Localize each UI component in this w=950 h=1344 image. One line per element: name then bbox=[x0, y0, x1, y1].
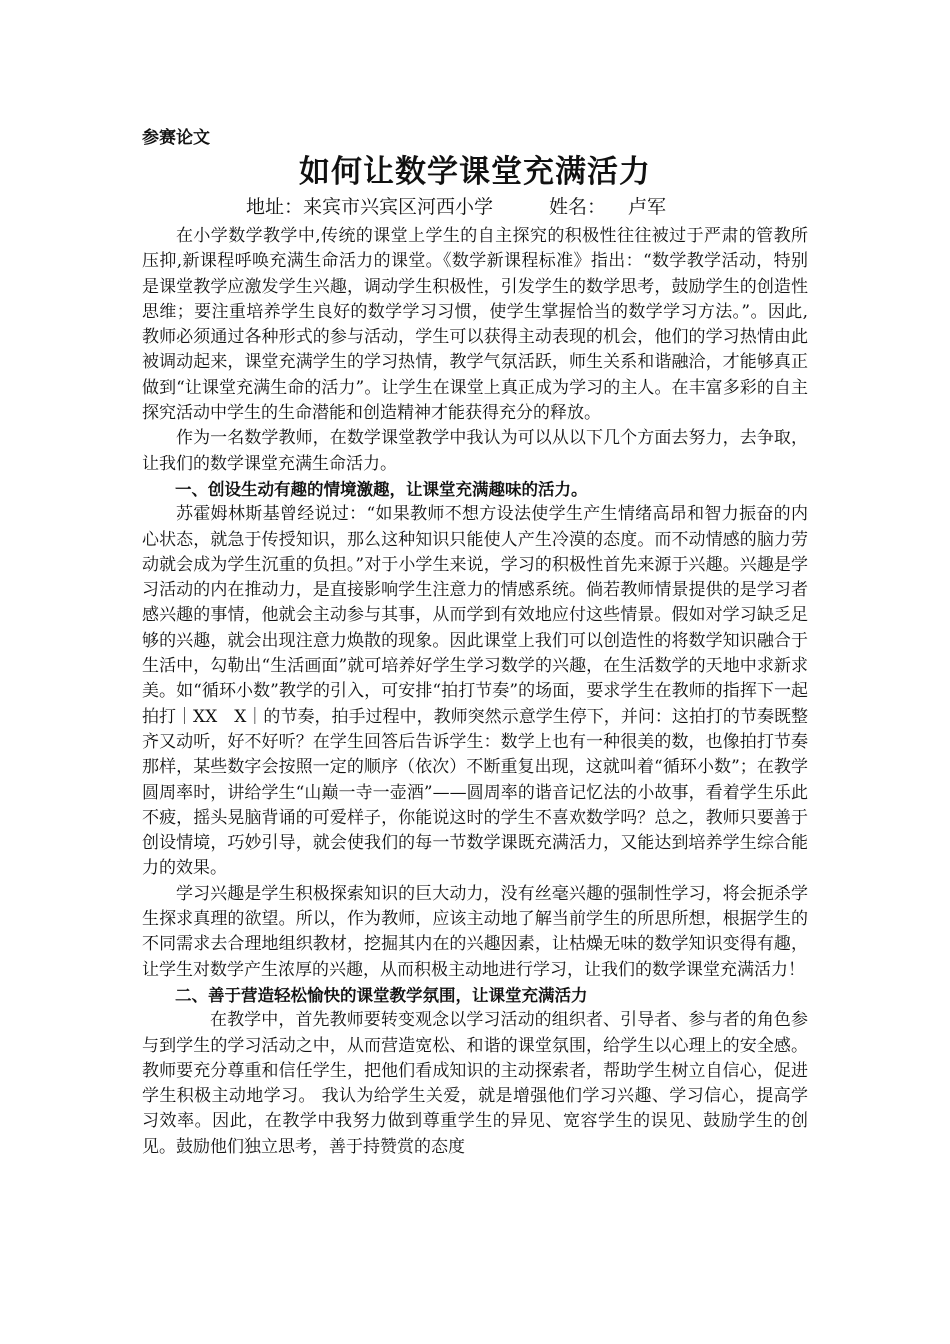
section-2-paragraph: 在教学中，首先教师要转变观念以学习活动的组织者、引导者、参与者的角色参与到学生的学习活动之中，从而营造宽松、和谐的课堂氛围，给学生以心理上的安全感。教师要充分尊重和信任学生，把他们看成知识的主动探索者，帮助学生树立自信心，促进学生积极主动地学习。 我认为给学生关爱，就是增强他们学习兴趣、学习信心，提高学习效率。因此，在教学中我努力做到尊重学生的异见、宽容学生的误见、鼓励学生的创见。鼓励他们独立思考，善于持赞赏的态度 bbox=[142, 1010, 808, 1157]
document-title: 如何让数学课堂充满活力 bbox=[299, 154, 651, 190]
intro-paragraph-2: 作为一名数学教师，在数学课堂教学中我认为可以从以下几个方面去努力，去争取，让我们的数学课堂充满生命活力。 bbox=[142, 428, 808, 474]
section-1-heading: 一、创设生动有趣的情境激趣，让课堂充满趣味的活力。 bbox=[175, 479, 588, 499]
section-2-heading: 二、善于营造轻松愉快的课堂教学氛围，让课堂充满活力 bbox=[175, 985, 588, 1005]
address-value: 来宾市兴宾区河西小学 bbox=[303, 196, 494, 218]
author-info bbox=[142, 192, 808, 222]
document-label: 参赛论文 bbox=[142, 128, 210, 148]
name-label: 姓名： bbox=[549, 196, 607, 218]
section-1-paragraph-2: 学习兴趣是学生积极探索知识的巨大动力，没有丝毫兴趣的强制性学习，将会扼杀学生探求真理的欲望。所以，作为教师，应该主动地了解当前学生的所思所想，根据学生的不同需求去合理地组织教材，挖掘其内在的兴趣因素，让枯燥无味的数学知识变得有趣，让学生对数学产生浓厚的兴趣，从而积极主动地进行学习，让我们的数学课堂充满活力！ bbox=[142, 883, 808, 980]
name-value: 卢军 bbox=[628, 196, 667, 218]
address-label: 地址： bbox=[246, 196, 304, 218]
section-1-paragraph-1: 苏霍姆林斯基曾经说过：“如果教师不想方设法使学生产生情绪高昂和智力振奋的内心状态，就急于传授知识，那么这种知识只能使人产生冷漠的态度。而不动情感的脑力劳动就会成为学生沉重的负担。”对于小学生来说，学习的积极性首先来源于兴趣。兴趣是学习活动的内在推动力，是直接影响学生注意力的情感系统。倘若教师情景提供的是学习者感兴趣的事情，他就会主动参与其事，从而学到有效地应付这些情景。假如对学习缺乏足够的兴趣，就会出现注意力焕散的现象。因此课堂上我们可以创造性的将数学知识融合于生活中，勾勒出“生活画面”就可培养好学生学习数学的兴趣，在生活数学的天地中求新求美。如“循环小数”教学的引入，可安排“拍打节奏”的场面，要求学生在教师的指挥下一起拍打｜XX X｜的节奏，拍手过程中，教师突然示意学生停下，并问：这拍打的节奏既整齐又动听，好不好听？在学生回答后告诉学生：数学上也有一种很美的数，也像拍打节奏那样，某些数字会按照一定的顺序（依次）不断重复出现，这就叫着“循环小数”；在教学圆周率时，讲给学生“山巅一寺一壶酒”——圆周率的谐音记忆法的小故事，看着学生乐此不疲，摇头晃脑背诵的可爱样子，你能说这时的学生不喜欢数学吗？总之，教师只要善于创设情境，巧妙引导，就会使我们的每一节数学课既充满活力，又能达到培养学生综合能力的效果。 bbox=[142, 504, 808, 879]
document-page bbox=[142, 126, 808, 1160]
intro-paragraph-1: 在小学数学教学中,传统的课堂上学生的自主探究的积极性往往被过于严肃的管教所压抑,新课程呼唤充满生命活力的课堂。《数学新课程标准》指出：“数学教学活动，特别是课堂教学应激发学生兴趣，调动学生积极性，引发学生的数学思考，鼓励学生的创造性思维；要注重培养学生良好的数学学习习惯，使学生掌握恰当的数学学习方法。”。因此, 教师必须通过各种形式的参与活动，学生可以获得主动表现的机会，他们的学习热情由此被调动起来，课堂充满学生的学习热情，教学气氛活跃，师生关系和谐融洽，才能够真正做到“让课堂充满生命的活力”。让学生在课堂上真正成为学习的主人。在丰富多彩的自主探究活动中学生的生命潜能和创造精神才能获得充分的释放。 bbox=[142, 226, 808, 424]
